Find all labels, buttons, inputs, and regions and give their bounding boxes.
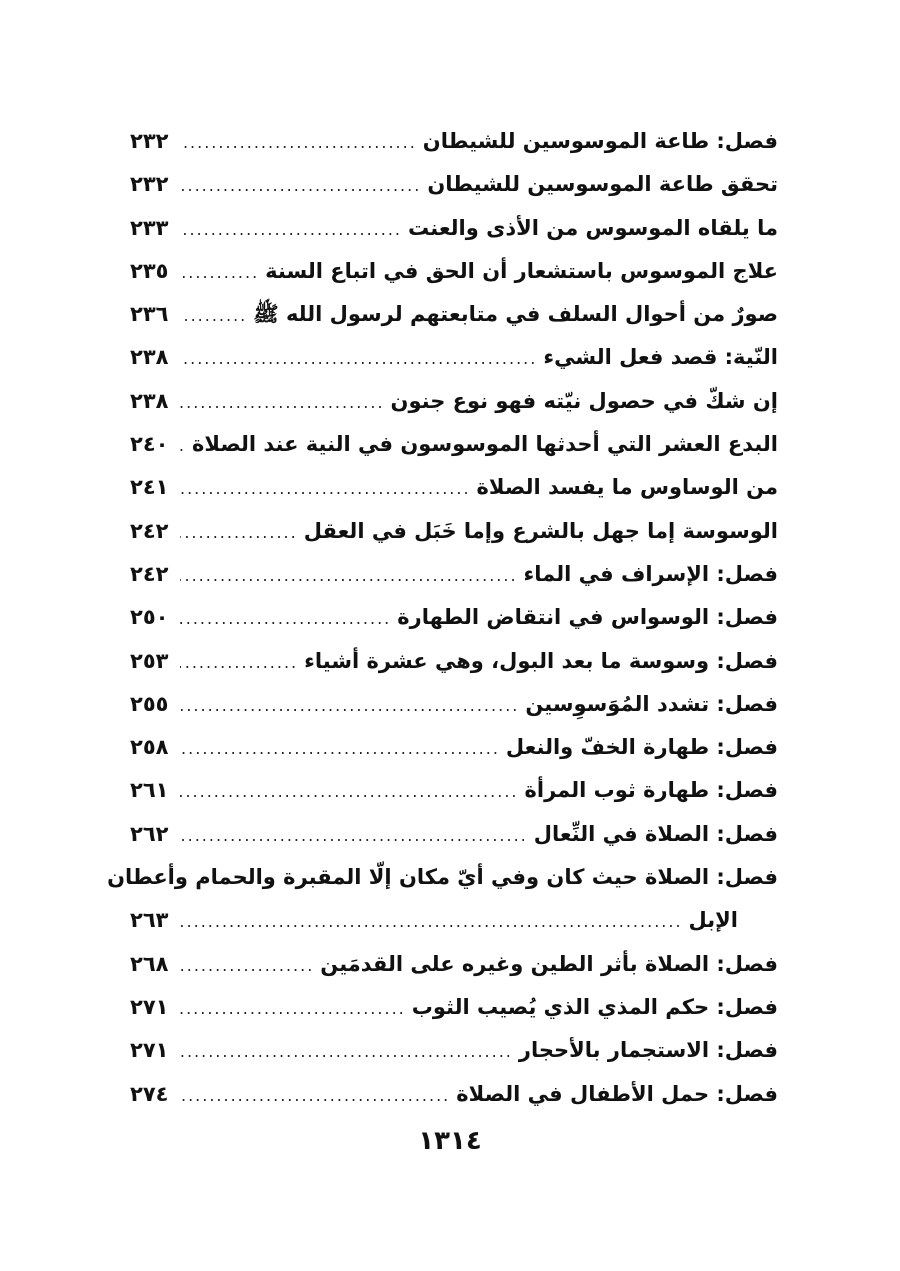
toc-entry-page: ٢٦٢ <box>130 821 169 846</box>
toc-entry-title: صورٌ من أحوال السلف في متابعتهم لرسول الله ﷺ <box>253 302 778 327</box>
toc-entry <box>130 120 778 163</box>
toc-leader-dots <box>180 208 402 251</box>
page-number: ١٣١٤ <box>418 1126 482 1156</box>
toc-entry-page: ٢٤٢ <box>130 518 169 543</box>
toc-entry-title: فصل: طهارة الخفّ والنعل <box>505 735 778 760</box>
toc-entry-page: ٢٤٢ <box>130 561 169 586</box>
toc-leader-dots <box>180 641 298 684</box>
toc-entry-title: فصل: الصلاة حيث كان وفي أيّ مكان إلّا المقبرة والحمام وأعطان <box>107 865 778 890</box>
toc-entry-page: ٢٥٥ <box>130 691 169 716</box>
toc-entry-page: ٢٣٨ <box>130 345 169 370</box>
toc-entry-page: ٢٥٨ <box>130 735 169 760</box>
toc-leader-dots <box>180 944 314 987</box>
toc-entry-title: فصل: الإسراف في الماء <box>523 561 778 586</box>
toc-leader-dots <box>180 727 500 770</box>
toc-entry <box>130 553 778 596</box>
toc-entry <box>130 640 778 683</box>
toc-leader-dots <box>180 424 186 467</box>
toc-entry <box>130 813 778 856</box>
toc-entry-title: النّية: قصد فعل الشيء <box>543 345 778 370</box>
toc-entry-page: ٢٣٢ <box>130 172 169 197</box>
toc-entry-title: إن شكّ في حصول نيّته فهو نوع جنون <box>390 388 778 413</box>
toc-entry-title: الوسوسة إما جهل بالشرع وإما خَبَل في العقل <box>303 518 778 543</box>
toc-entry-page: ٢٤١ <box>130 475 169 500</box>
toc-entry-title: فصل: تشدد المُوَسوِسين <box>525 691 778 716</box>
toc-entry <box>130 466 778 509</box>
toc-entry-multiline-first <box>107 856 778 899</box>
toc-leader-dots <box>180 1030 513 1073</box>
toc-entry-page: ٢٦١ <box>130 778 169 803</box>
toc-entry-page: ٢٦٣ <box>130 908 169 933</box>
toc-entry-title: فصل: الصلاة في النِّعال <box>533 821 778 846</box>
toc-entry-page: ٢٣٨ <box>130 388 169 413</box>
toc-leader-dots <box>180 294 247 337</box>
toc-entry-title: فصل: طاعة الموسوسين للشيطان <box>422 129 778 153</box>
toc-entry-page: ٢٧١ <box>130 1038 169 1063</box>
toc-entry-page: ٢٥٣ <box>130 648 169 673</box>
toc-entry-title: فصل: حكم المذي الذي يُصيب الثوب <box>411 994 778 1019</box>
toc-entry-title: فصل: حمل الأطفال في الصلاة <box>456 1081 778 1106</box>
toc-entry <box>130 986 778 1029</box>
toc-entry-title: علاج الموسوس باستشعار أن الحق في اتباع السنة <box>265 258 778 283</box>
toc-entry <box>130 250 778 293</box>
toc-entry-title: البدع العشر التي أحدثها الموسوسون في النية عند الصلاة <box>191 432 778 457</box>
toc-entry-multiline-continuation <box>130 899 778 942</box>
toc-entry-page: ٢٧١ <box>130 994 169 1019</box>
toc-leader-dots <box>180 1074 450 1117</box>
toc-leader-dots <box>180 900 683 943</box>
toc-entry <box>130 769 778 812</box>
toc-entry <box>130 163 778 206</box>
toc-entry-title: فصل: وسوسة ما بعد البول، وهي عشرة أشياء <box>304 648 778 673</box>
toc-entry <box>130 1073 778 1116</box>
toc-entry-page: ٢٣٣ <box>130 215 169 240</box>
toc-entry-title: تحقق طاعة الموسوسين للشيطان <box>427 172 778 197</box>
toc-leader-dots <box>180 511 298 554</box>
toc-leader-dots <box>180 684 519 727</box>
toc-leader-dots <box>180 337 537 380</box>
toc-entry-page: ٢٣٦ <box>130 302 169 327</box>
toc-entry-title: الإبل <box>688 908 738 933</box>
toc-entry <box>130 726 778 769</box>
toc-entry-title: فصل: الوسواس في انتقاض الطهارة <box>397 605 778 630</box>
toc-entry-title: من الوساوس ما يفسد الصلاة <box>476 475 778 500</box>
toc-entry <box>130 336 778 379</box>
toc-entry <box>130 510 778 553</box>
toc-leader-dots <box>180 381 385 424</box>
toc-leader-dots <box>180 164 421 207</box>
toc-entry-title: فصل: الاستجمار بالأحجار <box>518 1038 778 1063</box>
toc-entry <box>130 1029 778 1072</box>
toc-leader-dots <box>180 770 518 813</box>
toc-entry-page: ٢٣٢ <box>130 129 169 153</box>
toc-entry-page: ٢٣٥ <box>130 258 169 283</box>
toc-leader-dots <box>180 467 471 510</box>
toc-entry-page: ٢٥٠ <box>130 605 169 630</box>
table-of-contents <box>107 120 778 1116</box>
toc-entry-page: ٢٧٤ <box>130 1081 169 1106</box>
toc-entry-title: فصل: الصلاة بأثر الطين وغيره على القدمَين <box>320 951 778 976</box>
toc-entry <box>130 207 778 250</box>
toc-entry <box>130 423 778 466</box>
toc-entry-title: ما يلقاه الموسوس من الأذى والعنت <box>408 215 778 240</box>
toc-leader-dots <box>180 251 259 294</box>
toc-leader-dots <box>180 597 391 640</box>
toc-leader-dots <box>180 554 518 597</box>
toc-entry-title: فصل: طهارة ثوب المرأة <box>524 778 778 803</box>
toc-leader-dots <box>180 987 406 1030</box>
toc-entry <box>130 380 778 423</box>
toc-entry <box>130 943 778 986</box>
toc-entry <box>130 293 778 336</box>
toc-leader-dots <box>180 814 528 857</box>
toc-entry-page: ٢٤٠ <box>130 432 169 457</box>
toc-leader-dots <box>180 121 417 164</box>
toc-entry-page: ٢٦٨ <box>130 951 169 976</box>
toc-entry <box>130 596 778 639</box>
toc-entry <box>130 683 778 726</box>
